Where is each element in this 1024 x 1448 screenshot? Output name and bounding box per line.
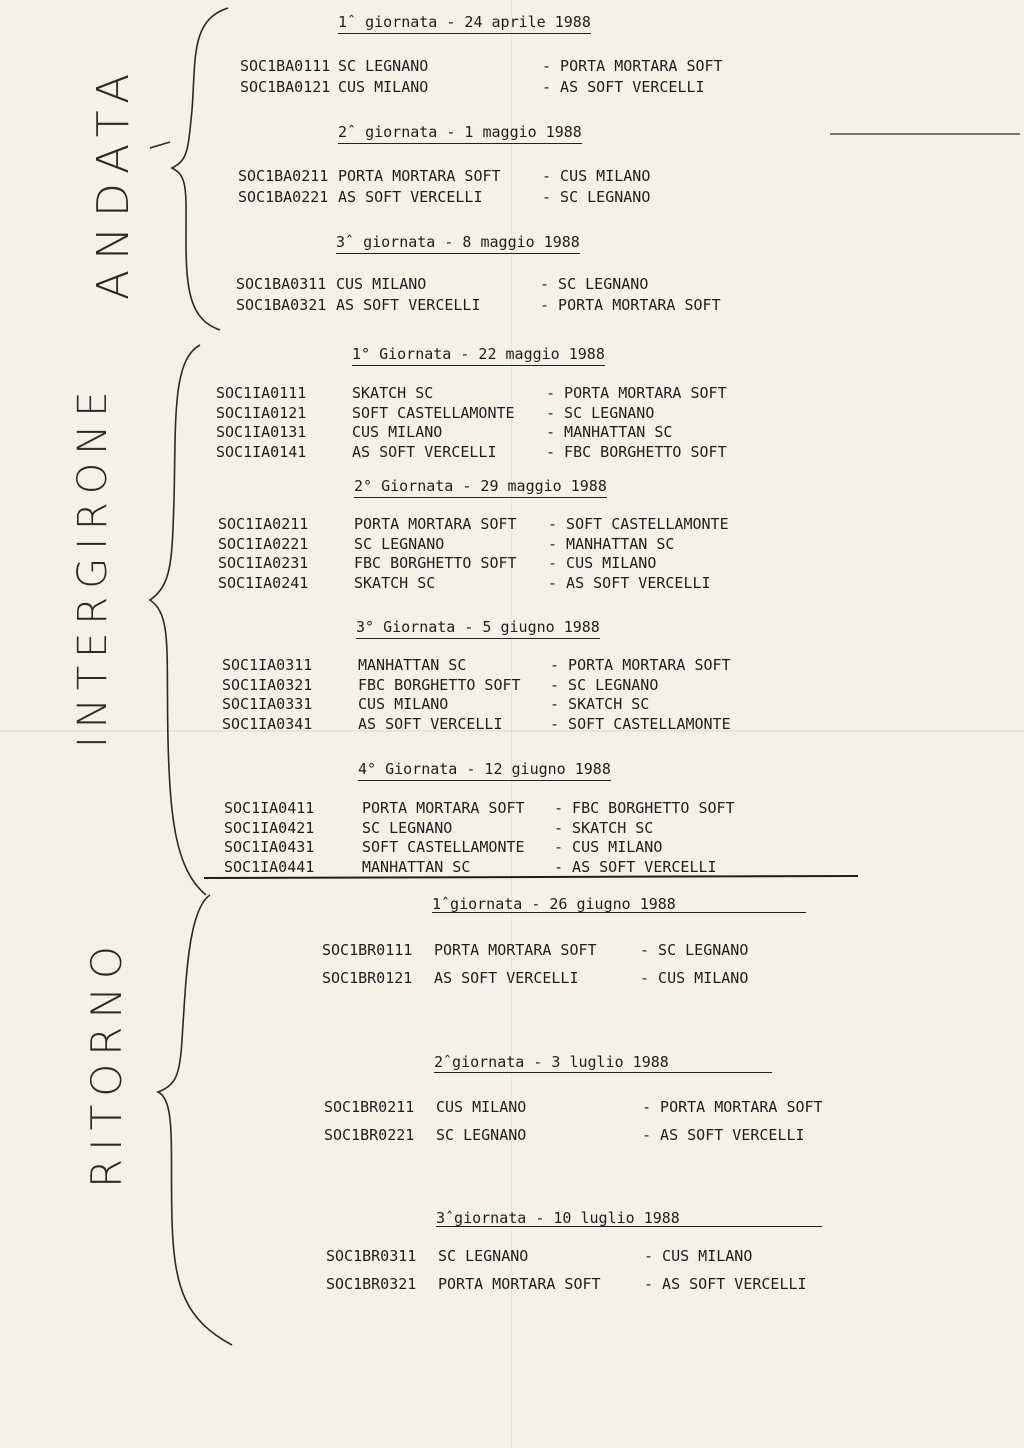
intergirone-round-4-heading: 4° Giornata - 12 giugno 1988 (358, 759, 611, 781)
match-code: SOC1IA0131 (216, 423, 307, 441)
match-row (0, 818, 1000, 838)
match-home-team: CUS MILANO (336, 275, 427, 293)
match-home-team: AS SOFT VERCELLI (358, 714, 503, 733)
match-row (0, 655, 1000, 675)
match-away-team: - CUS MILANO (548, 554, 657, 572)
ritorno-round-2-heading-underline (434, 1072, 772, 1073)
match-home-team: SC LEGNANO (362, 818, 453, 837)
match-code: SOC1IA0221 (218, 534, 309, 553)
match-code: SOC1IA0211 (218, 515, 309, 533)
match-away-team: - PORTA MORTARA SOFT (542, 57, 723, 75)
match-row (0, 1097, 1000, 1117)
match-row (0, 422, 1000, 442)
match-code: SOC1BR0211 (324, 1098, 415, 1116)
match-away-team: - CUS MILANO (640, 969, 749, 987)
andata-round-2-heading: 2ˆ giornata - 1 maggio 1988 (338, 122, 582, 144)
ritorno-round-3-heading: 3ˆgiornata - 10 luglio 1988 (436, 1209, 680, 1227)
andata-round-1-heading: 1ˆ giornata - 24 aprile 1988 (338, 12, 591, 34)
match-row (0, 514, 1000, 534)
match-away-team: - FBC BORGHETTO SOFT (546, 442, 727, 461)
match-home-team: FBC BORGHETTO SOFT (354, 554, 517, 572)
match-code: SOC1BR0311 (326, 1247, 417, 1265)
match-away-team: - SC LEGNANO (540, 275, 649, 293)
match-row (0, 573, 1000, 593)
match-home-team: CUS MILANO (352, 423, 443, 441)
andata-round-3-heading: 3ˆ giornata - 8 maggio 1988 (336, 232, 580, 254)
ritorno-round-1-heading: 1ˆgiornata - 26 giugno 1988 (432, 895, 676, 913)
label-ritorno: RITORNO (82, 938, 131, 1188)
match-away-team: - PORTA MORTARA SOFT (642, 1098, 823, 1116)
match-code: SOC1BA0121 (240, 78, 331, 96)
match-home-team: AS SOFT VERCELLI (352, 442, 497, 461)
match-code: SOC1IA0241 (218, 573, 309, 592)
match-home-team: FBC BORGHETTO SOFT (358, 675, 521, 694)
match-away-team: - PORTA MORTARA SOFT (540, 296, 721, 314)
match-row (0, 166, 1000, 186)
match-away-team: - SC LEGNANO (550, 675, 659, 694)
match-home-team: PORTA MORTARA SOFT (362, 799, 525, 817)
match-away-team: - PORTA MORTARA SOFT (550, 656, 731, 674)
match-home-team: PORTA MORTARA SOFT (338, 167, 501, 185)
match-row (0, 534, 1000, 554)
match-away-team: - AS SOFT VERCELLI (644, 1275, 807, 1293)
match-row (0, 837, 1000, 857)
match-away-team: - SC LEGNANO (546, 403, 655, 422)
match-away-team: - PORTA MORTARA SOFT (546, 384, 727, 402)
match-row (0, 56, 1000, 76)
match-row (0, 857, 1000, 877)
match-row (0, 714, 1000, 734)
match-home-team: CUS MILANO (338, 78, 429, 96)
match-row (0, 295, 1000, 315)
match-row (0, 675, 1000, 695)
match-away-team: - MANHATTAN SC (548, 534, 675, 553)
match-home-team: SC LEGNANO (338, 57, 429, 75)
match-home-team: SOFT CASTELLAMONTE (352, 403, 515, 422)
match-home-team: AS SOFT VERCELLI (338, 188, 483, 206)
ritorno-round-2-heading: 2ˆgiornata - 3 luglio 1988 (434, 1053, 669, 1071)
match-away-team: - FBC BORGHETTO SOFT (554, 799, 735, 817)
match-away-team: - CUS MILANO (644, 1247, 753, 1265)
match-away-team: - SOFT CASTELLAMONTE (548, 515, 729, 533)
intergirone-round-3-heading: 3° Giornata - 5 giugno 1988 (356, 617, 600, 639)
match-row (0, 77, 1000, 97)
match-code: SOC1IA0321 (222, 675, 313, 694)
match-code: SOC1IA0421 (224, 818, 315, 837)
match-code: SOC1IA0311 (222, 656, 313, 674)
match-away-team: - SKATCH SC (554, 818, 654, 837)
match-row (0, 1246, 1000, 1266)
label-intergirone: INTERGIRONE (70, 383, 116, 748)
match-home-team: PORTA MORTARA SOFT (438, 1275, 601, 1293)
match-row (0, 274, 1000, 294)
match-code: SOC1IA0441 (224, 857, 315, 876)
match-home-team: SC LEGNANO (354, 534, 445, 553)
match-away-team: - AS SOFT VERCELLI (554, 857, 717, 876)
match-away-team: - CUS MILANO (542, 167, 651, 185)
match-home-team: AS SOFT VERCELLI (434, 969, 579, 987)
match-row (0, 553, 1000, 573)
match-code: SOC1IA0141 (216, 442, 307, 461)
match-code: SOC1BR0221 (324, 1126, 415, 1144)
match-row (0, 442, 1000, 462)
match-away-team: - AS SOFT VERCELLI (642, 1126, 805, 1144)
match-row (0, 383, 1000, 403)
match-code: SOC1BA0211 (238, 167, 329, 185)
match-row (0, 968, 1000, 988)
match-away-team: - MANHATTAN SC (546, 423, 673, 441)
match-row (0, 1125, 1000, 1145)
match-away-team: - AS SOFT VERCELLI (548, 573, 711, 592)
match-away-team: - SC LEGNANO (542, 188, 651, 206)
match-code: SOC1IA0231 (218, 554, 309, 572)
match-home-team: PORTA MORTARA SOFT (434, 941, 597, 959)
match-row (0, 403, 1000, 423)
match-home-team: CUS MILANO (358, 695, 449, 713)
match-home-team: SC LEGNANO (436, 1126, 527, 1144)
match-away-team: - AS SOFT VERCELLI (542, 78, 705, 96)
match-code: SOC1BR0121 (322, 969, 413, 987)
match-code: SOC1IA0331 (222, 695, 313, 713)
match-home-team: SC LEGNANO (438, 1247, 529, 1265)
label-andata: ANDATA (88, 63, 139, 300)
match-away-team: - SKATCH SC (550, 695, 650, 713)
match-away-team: - CUS MILANO (554, 838, 663, 856)
intergirone-round-1-heading: 1° Giornata - 22 maggio 1988 (352, 344, 605, 366)
match-code: SOC1IA0121 (216, 403, 307, 422)
match-home-team: SOFT CASTELLAMONTE (362, 838, 525, 856)
match-home-team: MANHATTAN SC (362, 857, 471, 876)
match-home-team: CUS MILANO (436, 1098, 527, 1116)
match-code: SOC1BA0111 (240, 57, 331, 75)
match-home-team: SKATCH SC (352, 384, 434, 402)
match-code: SOC1BR0111 (322, 941, 413, 959)
match-home-team: SKATCH SC (354, 573, 436, 592)
match-code: SOC1BA0311 (236, 275, 327, 293)
match-code: SOC1BR0321 (326, 1275, 417, 1293)
match-code: SOC1BA0221 (238, 188, 329, 206)
match-row (0, 187, 1000, 207)
match-code: SOC1IA0431 (224, 838, 315, 856)
ritorno-round-3-heading-underline (436, 1226, 822, 1227)
ritorno-round-1-heading-underline (432, 912, 806, 913)
match-home-team: PORTA MORTARA SOFT (354, 515, 517, 533)
match-code: SOC1IA0111 (216, 384, 307, 402)
match-row (0, 798, 1000, 818)
brace-tick (150, 142, 170, 148)
match-row (0, 694, 1000, 714)
match-home-team: MANHATTAN SC (358, 656, 467, 674)
match-code: SOC1BA0321 (236, 296, 327, 314)
match-row (0, 940, 1000, 960)
match-away-team: - SC LEGNANO (640, 941, 749, 959)
match-away-team: - SOFT CASTELLAMONTE (550, 714, 731, 733)
match-home-team: AS SOFT VERCELLI (336, 296, 481, 314)
match-code: SOC1IA0411 (224, 799, 315, 817)
intergirone-round-2-heading: 2° Giornata - 29 maggio 1988 (354, 476, 607, 498)
match-code: SOC1IA0341 (222, 714, 313, 733)
match-row (0, 1274, 1000, 1294)
